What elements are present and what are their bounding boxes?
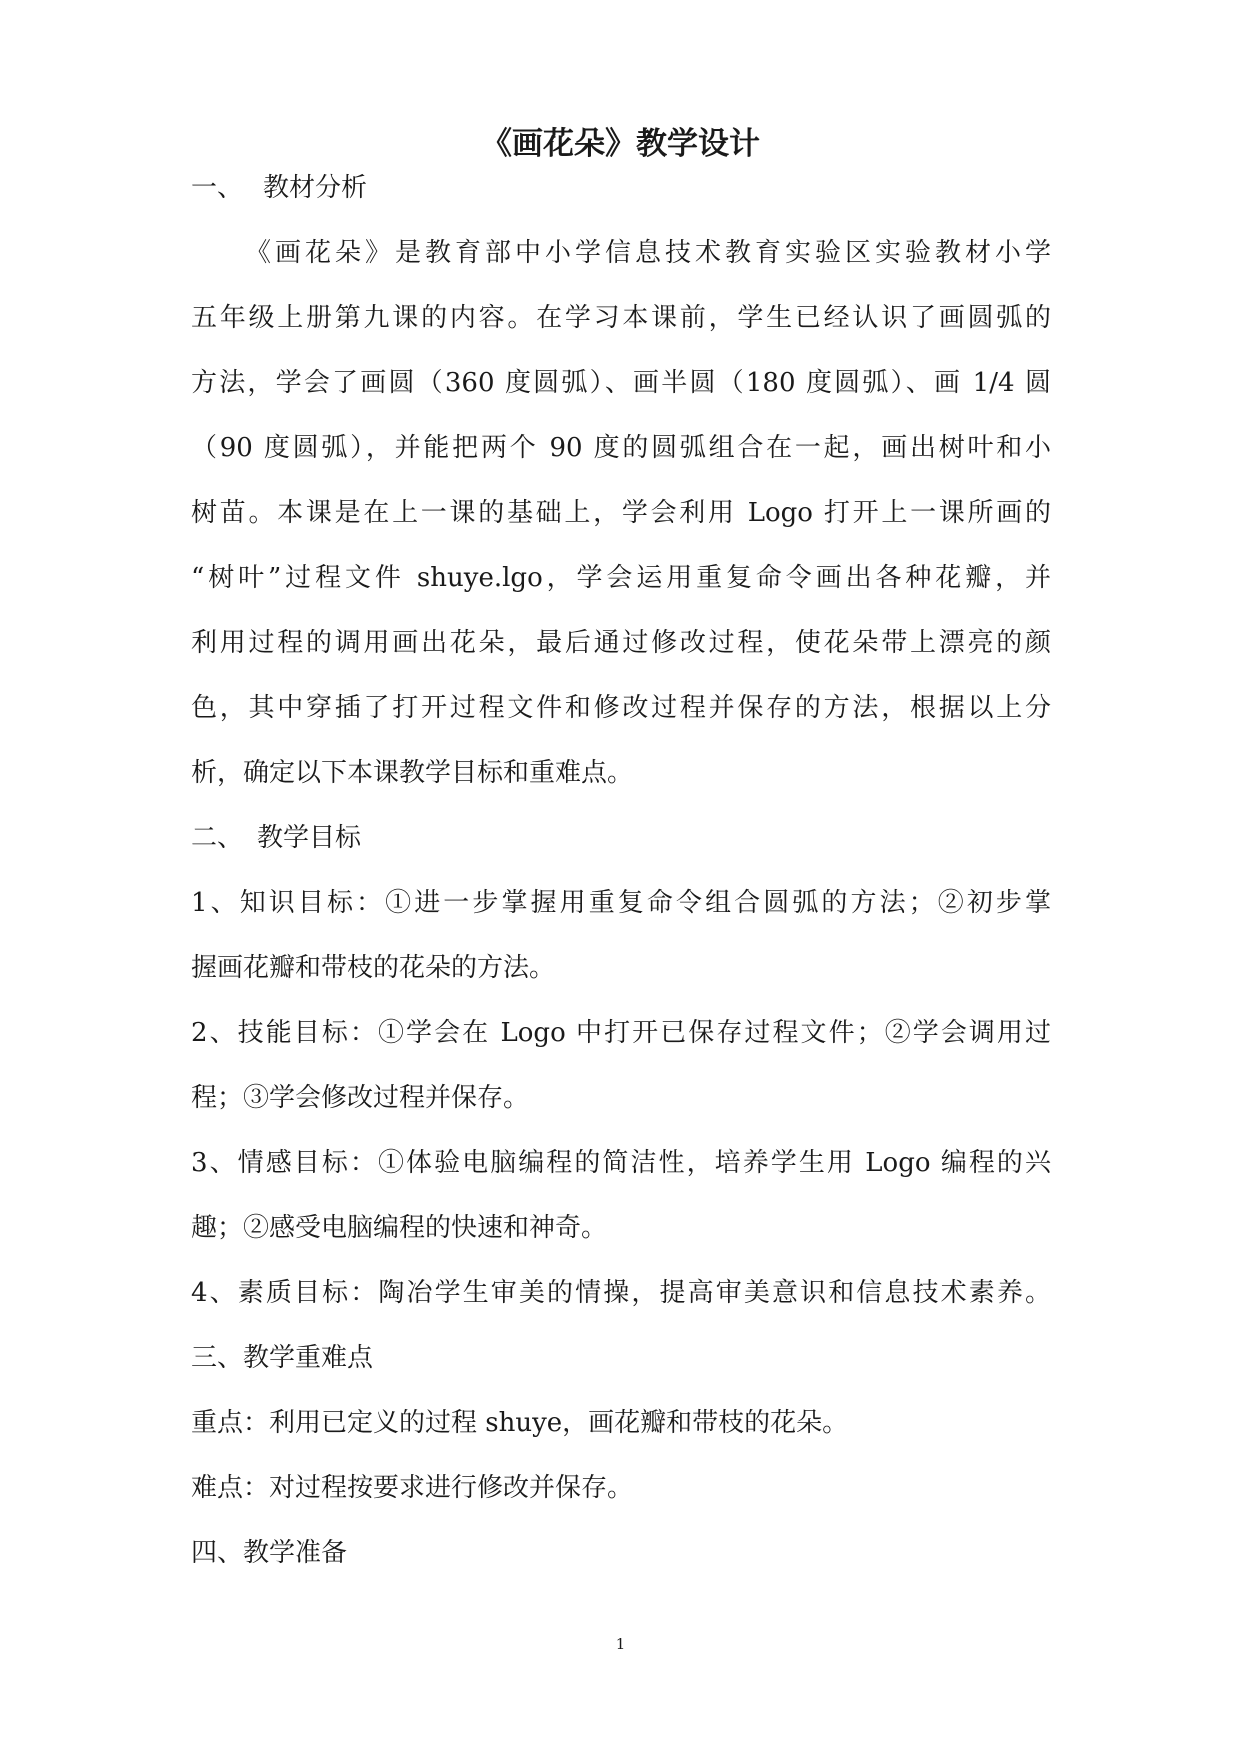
- section-heading-analysis: [191, 156, 1051, 221]
- objective-line: 趣；②感受电脑编程的快速和神奇。: [191, 1213, 608, 1243]
- section-heading-key-points: 三、教学重难点: [191, 1343, 374, 1373]
- paragraph-line: “树叶”过程文件 shuye.lgo，学会运用重复命令画出各种花瓣，并: [191, 563, 1051, 593]
- key-point-line: 难点：对过程按要求进行修改并保存。: [191, 1473, 634, 1503]
- paragraph-line: 《画花朵》是教育部中小学信息技术教育实验区实验教材小学: [245, 238, 1051, 268]
- section-heading-preparation: 四、教学准备: [191, 1538, 348, 1568]
- paragraph-line: 色，其中穿插了打开过程文件和修改过程并保存的方法，根据以上分: [191, 693, 1051, 723]
- paragraph-line: 利用过程的调用画出花朵，最后通过修改过程，使花朵带上漂亮的颜: [191, 628, 1051, 658]
- objective-line: 程；③学会修改过程并保存。: [191, 1083, 530, 1113]
- paragraph-line: 树苗。本课是在上一课的基础上，学会利用 Logo 打开上一课所画的: [191, 498, 1051, 528]
- section-title: 教学目标: [257, 823, 362, 853]
- paragraph-line: 析，确定以下本课教学目标和重难点。: [191, 758, 634, 788]
- objective-line: 3、情感目标：①体验电脑编程的简洁性，培养学生用 Logo 编程的兴: [191, 1148, 1051, 1178]
- section-heading-objectives: [191, 806, 1051, 871]
- section-number: 二、: [191, 823, 244, 853]
- objective-line: 4、素质目标：陶冶学生审美的情操，提高审美意识和信息技术素养。: [191, 1278, 1051, 1308]
- section-number: 一、: [191, 173, 244, 203]
- paragraph-line: 方法，学会了画圆（360 度圆弧）、画半圆（180 度圆弧）、画 1/4 圆: [191, 368, 1051, 398]
- section-title: 教材分析: [263, 173, 368, 203]
- objective-line: 2、技能目标：①学会在 Logo 中打开已保存过程文件；②学会调用过: [191, 1018, 1051, 1048]
- page-number: 1: [615, 1635, 626, 1653]
- key-point-line: 重点：利用已定义的过程 shuye，画花瓣和带枝的花朵。: [191, 1408, 849, 1438]
- document-body: [191, 156, 1051, 1586]
- paragraph-line: （90 度圆弧），并能把两个 90 度的圆弧组合在一起，画出树叶和小: [191, 433, 1051, 463]
- document-title: 《画花朵》教学设计: [481, 126, 760, 162]
- objective-line: 1、知识目标：①进一步掌握用重复命令组合圆弧的方法；②初步掌: [191, 888, 1051, 918]
- paragraph-line: 五年级上册第九课的内容。在学习本课前，学生已经认识了画圆弧的: [191, 303, 1051, 333]
- objective-line: 握画花瓣和带枝的花朵的方法。: [191, 953, 556, 983]
